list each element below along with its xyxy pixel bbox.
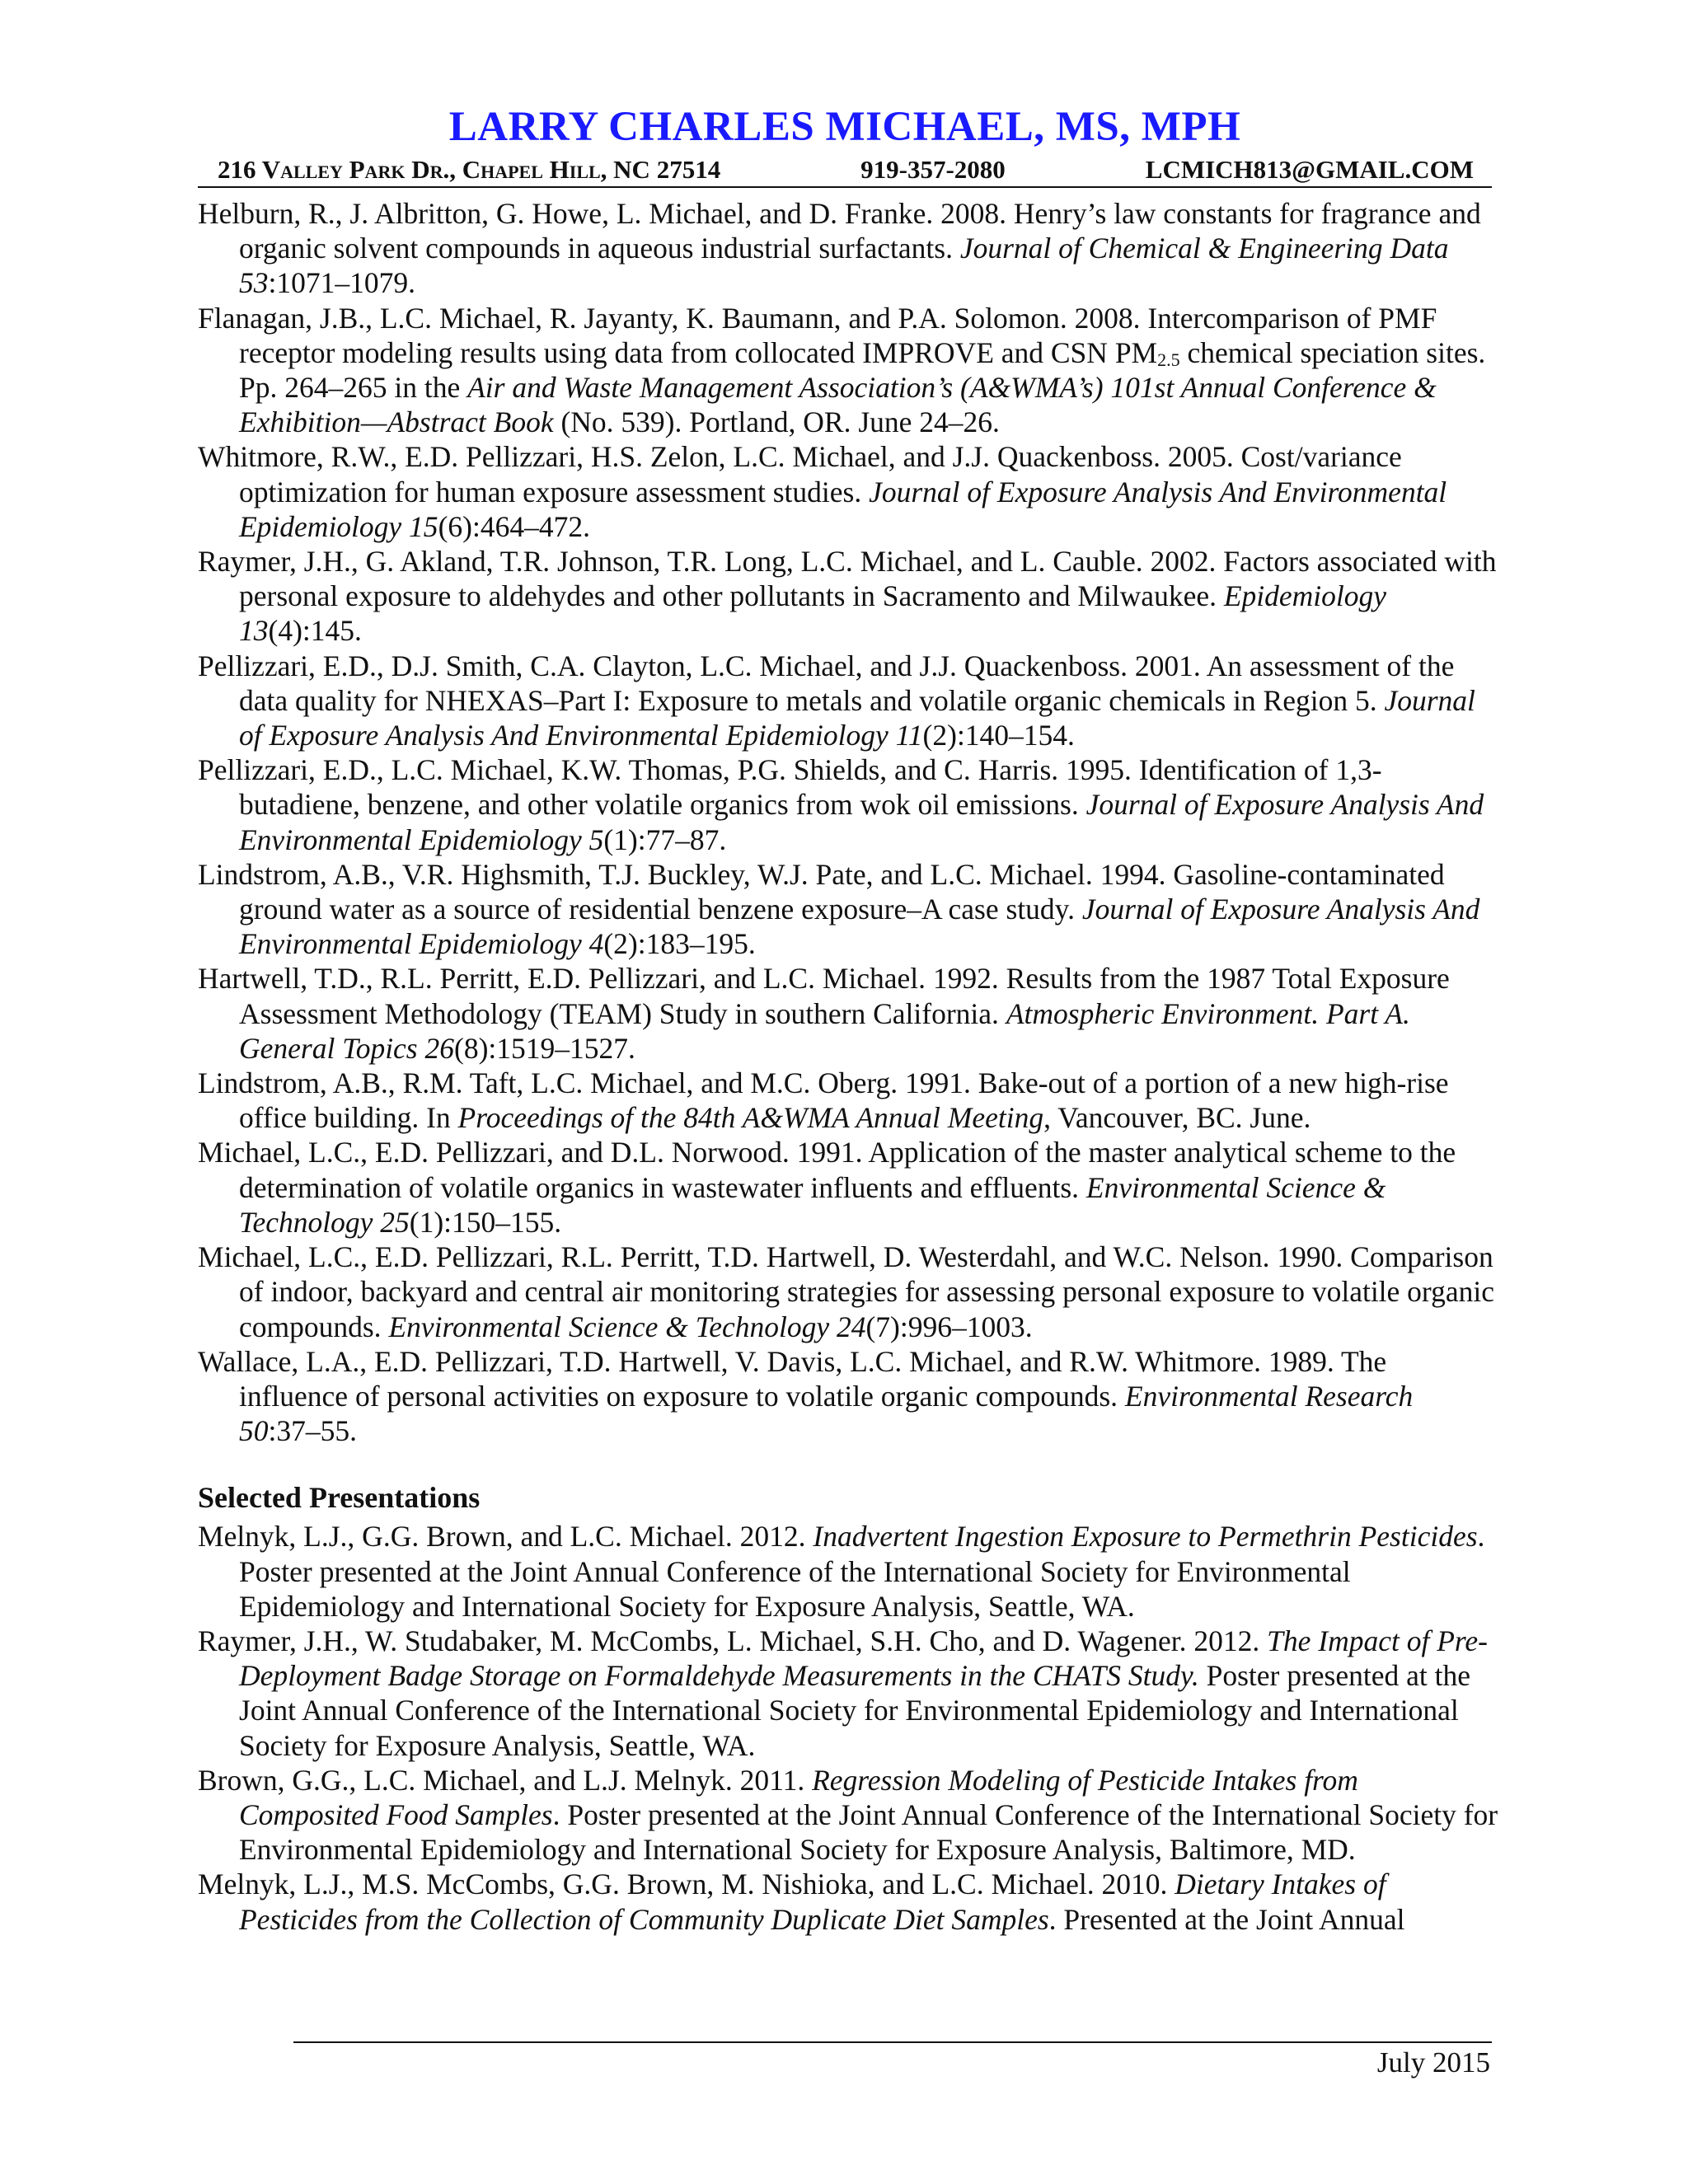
publication-entry: Whitmore, R.W., E.D. Pellizzari, H.S. Zelon, L.C. Michael, and J.J. Quackenboss. 2005. Cost/variance optimization for human exposure assessment studies. Journal of Exposure Analysis And Environmental Epidemiology 15(6):464–472. xyxy=(198,440,1447,543)
presentation-entry: Melnyk, L.J., G.G. Brown, and L.C. Michael. 2012. Inadvertent Ingestion Exposure to Permethrin Pesticides. Poster presented at the Joint Annual Conference of the International Society for Environmental Epidemiology and International Society for Exposure Analysis, Seattle, WA. xyxy=(198,1520,1485,1623)
contact-line xyxy=(198,152,1492,188)
presentation-entry: Brown, G.G., L.C. Michael, and L.J. Melnyk. 2011. Regression Modeling of Pesticide Intakes from Composited Food Samples. Poster presented at the Joint Annual Conference of the International Society for Environmental Epidemiology and International Society for Exposure Analysis, Baltimore, MD. xyxy=(198,1763,1498,1867)
footer-divider xyxy=(293,2041,1492,2043)
presentation-entry: Raymer, J.H., W. Studabaker, M. McCombs, L. Michael, S.H. Cho, and D. Wagener. 2012. The Impact of Pre-Deployment Badge Storage on Formaldehyde Measurements in the CHATS Study. Poster presented at the Joint Annual Conference of the International Society for Environmental Epidemiology and International Society for Exposure Analysis, Seattle, WA. xyxy=(198,1624,1488,1762)
publication-entry: Hartwell, T.D., R.L. Perritt, E.D. Pellizzari, and L.C. Michael. 1992. Results from the 1987 Total Exposure Assessment Methodology (TEAM) Study in southern California. Atmospheric Environment. Part A. General Topics 26(8):1519–1527. xyxy=(198,962,1450,1065)
email: LCMICH813@GMAIL.COM xyxy=(1145,155,1474,184)
address: 216 Valley Park Dr., Chapel Hill, NC 27514 xyxy=(218,155,721,184)
publication-entry: Lindstrom, A.B., V.R. Highsmith, T.J. Buckley, W.J. Pate, and L.C. Michael. 1994. Gasoline-contaminated ground water as a source of residential benzene exposure–A case study. Journal of Exposure Analysis And Environmental Epidemiology 4(2):183–195. xyxy=(198,857,1480,961)
phone: 919-357-2080 xyxy=(860,155,1006,184)
main-content xyxy=(198,196,1500,1937)
author-name: LARRY CHARLES MICHAEL, MS, MPH xyxy=(448,104,1241,150)
section-title-presentations: Selected Presentations xyxy=(198,1481,481,1515)
presentations-list xyxy=(198,1519,1500,1936)
presentation-entry: Melnyk, L.J., M.S. McCombs, G.G. Brown, M. Nishioka, and L.C. Michael. 2010. Dietary Intakes of Pesticides from the Collection of Community Duplicate Diet Samples. Presented at the Joint Annual xyxy=(198,1868,1405,1936)
publication-entry: Raymer, J.H., G. Akland, T.R. Johnson, T.R. Long, L.C. Michael, and L. Cauble. 2002. Factors associated with personal exposure to aldehydes and other pollutants in Sacramento and Milwaukee. Epidemiology 13(4):145. xyxy=(198,545,1497,648)
publication-entry: Pellizzari, E.D., D.J. Smith, C.A. Clayton, L.C. Michael, and J.J. Quackenboss. 2001. An assessment of the data quality for NHEXAS–Part I: Exposure to metals and volatile organic chemicals in Region 5. Journal of Exposure Analysis And Environmental Epidemiology 11(2):140–154. xyxy=(198,649,1475,752)
publication-entry: Lindstrom, A.B., R.M. Taft, L.C. Michael, and M.C. Oberg. 1991. Bake-out of a portion of a new high-rise office building. In Proceedings of the 84th A&WMA Annual Meeting, Vancouver, BC. June. xyxy=(198,1066,1449,1135)
publications-list xyxy=(198,196,1500,1448)
publication-entry: Flanagan, J.B., L.C. Michael, R. Jayanty, K. Baumann, and P.A. Solomon. 2008. Intercomparison of PMF receptor modeling results using data from collocated IMPROVE and CSN $PM_{2.5}$ chemical speciation sites. Pp. 264–265 in the Air and Waste Management Association’s (A&WMA’s) 101st Annual Conference & Exhibition—Abstract Book (No. 539). Portland, OR. June 24–26. xyxy=(198,301,1486,439)
publication-entry: Michael, L.C., E.D. Pellizzari, and D.L. Norwood. 1991. Application of the master analytical scheme to the determination of volatile organics in wastewater influents and effluents. Environmental Science & Technology 25(1):150–155. xyxy=(198,1136,1456,1239)
footer-date: July 2015 xyxy=(1376,2046,1490,2079)
publication-entry: Michael, L.C., E.D. Pellizzari, R.L. Perritt, T.D. Hartwell, D. Westerdahl, and W.C. Nelson. 1990. Comparison of indoor, backyard and central air monitoring strategies for assessing personal exposure to volatile organic compounds. Environmental Science & Technology 24(7):996–1003. xyxy=(198,1240,1494,1343)
publication-entry: Pellizzari, E.D., L.C. Michael, K.W. Thomas, P.G. Shields, and C. Harris. 1995. Identification of 1,3-butadiene, benzene, and other volatile organics from wok oil emissions. Journal of Exposure Analysis And Environmental Epidemiology 5(1):77–87. xyxy=(198,753,1484,856)
publication-entry: Wallace, L.A., E.D. Pellizzari, T.D. Hartwell, V. Davis, L.C. Michael, and R.W. Whitmore. 1989. The influence of personal activities on exposure to volatile organic compounds. Environmental Research 50:37–55. xyxy=(198,1344,1414,1448)
publication-entry: Helburn, R., J. Albritton, G. Howe, L. Michael, and D. Franke. 2008. Henry’s law constants for fragrance and organic solvent compounds in aqueous industrial surfactants. Journal of Chemical & Engineering Data 53:1071–1079. xyxy=(198,197,1481,300)
resume-header xyxy=(198,102,1492,188)
